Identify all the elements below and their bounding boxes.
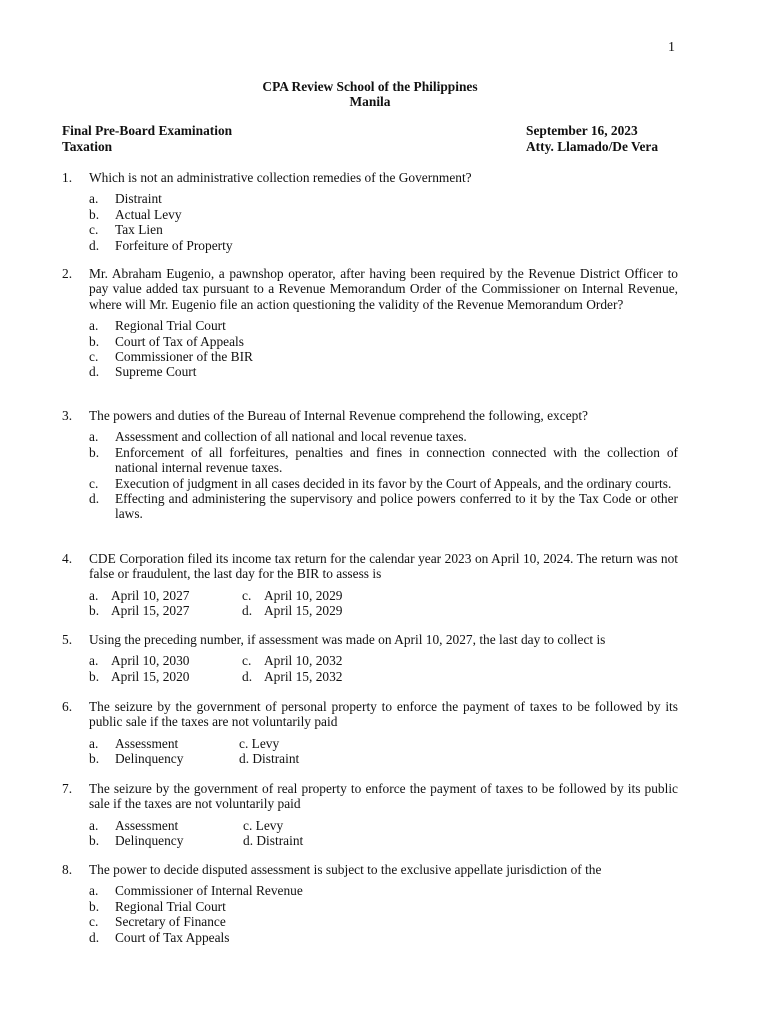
option-row	[89, 818, 678, 833]
option-letter: b.	[89, 751, 100, 767]
option-letter: a.	[89, 429, 99, 445]
question-4	[62, 551, 678, 619]
question-number: 6.	[62, 699, 73, 714]
option-text: Court of Tax Appeals	[115, 929, 230, 945]
option-text: Delinquency	[115, 833, 184, 849]
option-text: d. Distraint	[239, 751, 300, 767]
question-number: 1.	[62, 170, 73, 185]
document-header	[0, 79, 740, 110]
option-text: Assessment and collection of all national and local revenue taxes.	[115, 429, 467, 445]
question-text: The power to decide disputed assessment is subject to the exclusive appellate jurisdiction of the	[89, 862, 602, 877]
option-row	[89, 736, 678, 751]
option	[89, 222, 678, 237]
option-letter: d.	[89, 491, 100, 507]
option-letter: a.	[89, 587, 99, 603]
question-number: 5.	[62, 632, 73, 647]
school-name: CPA Review School of the Philippines	[262, 79, 478, 94]
question-number: 4.	[62, 551, 73, 566]
question-number: 7.	[62, 781, 73, 796]
option-letter: d.	[242, 668, 253, 684]
option-text: c. Levy	[239, 735, 280, 751]
question-number: 8.	[62, 862, 73, 877]
option	[89, 930, 678, 945]
option-text: Secretary of Finance	[115, 914, 226, 930]
question-1	[62, 170, 678, 253]
option-text: April 15, 2020	[111, 668, 190, 684]
school-city: Manila	[349, 94, 391, 110]
option-list	[89, 318, 678, 380]
option-letter: b.	[89, 898, 100, 914]
option-letter: c.	[89, 349, 99, 365]
question-text: The seizure by the government of personal property to enforce the payment of taxes to be followed by its public sale if the taxes are not voluntarily paid	[89, 699, 678, 730]
option-text: April 10, 2030	[111, 653, 190, 669]
option-text: Enforcement of all forfeitures, penalties and fines in connection connected with the collection of national internal revenue taxes.	[115, 444, 678, 476]
option-text: Commissioner of Internal Revenue	[115, 883, 303, 899]
question-3	[62, 408, 678, 522]
option-text: April 15, 2032	[264, 668, 343, 684]
option-list	[89, 191, 678, 253]
question-text: The powers and duties of the Bureau of Internal Revenue comprehend the following, except?	[89, 408, 588, 423]
option	[89, 349, 678, 364]
option-text: d. Distraint	[243, 833, 304, 849]
option	[89, 669, 242, 684]
option-letter: d.	[89, 929, 100, 945]
option-text: Tax Lien	[115, 222, 163, 238]
option-text: Forfeiture of Property	[115, 237, 233, 253]
exam-title: Final Pre-Board Examination	[62, 123, 233, 138]
option	[242, 588, 442, 603]
option-letter: b.	[89, 668, 100, 684]
option-list	[89, 429, 678, 521]
option-letter: c.	[89, 222, 99, 238]
option-letter: c.	[89, 475, 99, 491]
option-grid	[89, 736, 678, 767]
option-letter: b.	[89, 444, 100, 460]
option-letter: d.	[89, 237, 100, 253]
option-row	[89, 833, 678, 848]
option	[89, 914, 678, 929]
option-text: Effecting and administering the supervisory and police powers conferred to it by the Tax Code or other laws.	[115, 491, 678, 522]
option-text: Delinquency	[115, 751, 184, 767]
option	[89, 899, 678, 914]
option	[89, 588, 242, 603]
question-text: Which is not an administrative collection remedies of the Government?	[89, 170, 472, 185]
option-text: Distraint	[115, 191, 162, 207]
question-text: The seizure by the government of real property to enforce the payment of taxes to be followed by its public sale if the taxes are not voluntarily paid	[89, 781, 678, 812]
option-row	[89, 751, 678, 766]
exam-subject: Taxation	[62, 139, 113, 154]
question-7	[62, 781, 678, 849]
option-letter: b.	[89, 333, 100, 349]
exam-instructors: Atty. Llamado/De Vera	[526, 139, 659, 154]
option-text: April 10, 2027	[111, 587, 190, 603]
option-text: c. Levy	[243, 817, 284, 833]
option	[89, 429, 678, 444]
question-number: 3.	[62, 408, 73, 423]
option	[89, 207, 678, 222]
question-number: 2.	[62, 266, 73, 281]
option-letter: a.	[89, 191, 99, 207]
option-letter: a.	[89, 817, 99, 833]
option-letter: b.	[89, 833, 100, 849]
option	[242, 603, 442, 618]
option	[89, 191, 678, 206]
option-text: April 15, 2029	[264, 603, 343, 619]
option	[89, 334, 678, 349]
exam-date: September 16, 2023	[526, 123, 638, 138]
option-text: April 10, 2032	[264, 653, 343, 669]
option	[89, 318, 678, 333]
option-grid	[89, 818, 678, 849]
option	[242, 653, 442, 668]
option	[89, 653, 242, 668]
option-letter: b.	[89, 603, 100, 619]
option-text: Actual Levy	[115, 206, 182, 222]
option-text: Execution of judgment in all cases decided in its favor by the Court of Appeals, and the ordinary courts.	[115, 475, 672, 491]
option-text: Regional Trial Court	[115, 318, 226, 334]
option-text: Assessment	[115, 735, 179, 751]
option-grid	[89, 588, 678, 619]
option-text: April 10, 2029	[264, 587, 343, 603]
option-letter: c.	[89, 914, 99, 930]
option-text: Assessment	[115, 817, 179, 833]
option-letter: a.	[89, 653, 99, 669]
option-letter: d.	[89, 364, 100, 380]
option-text: April 15, 2027	[111, 603, 190, 619]
page-number: 1	[668, 40, 675, 55]
option	[89, 364, 678, 379]
option-text: Regional Trial Court	[115, 898, 226, 914]
option-letter: a.	[89, 883, 99, 899]
option	[89, 238, 678, 253]
option-letter: a.	[89, 735, 99, 751]
option	[242, 669, 442, 684]
question-8	[62, 862, 678, 945]
question-text: Mr. Abraham Eugenio, a pawnshop operator, after having been required by the Revenue District Officer to pay value added tax pursuant to a Revenue Memorandum Order of the Commissioner on Internal Revenue, where will Mr. Eugenio file an action questioning the validity of the Revenue Memorandum Order?	[89, 266, 678, 312]
option-text: Commissioner of the BIR	[115, 349, 253, 365]
option	[89, 476, 678, 491]
option-text: Supreme Court	[115, 364, 197, 380]
question-5	[62, 632, 678, 684]
question-6	[62, 699, 678, 767]
question-text: CDE Corporation filed its income tax return for the calendar year 2023 on April 10, 2024. The return was not false or fraudulent, the last day for the BIR to assess is	[89, 551, 678, 582]
option	[89, 603, 242, 618]
option-list	[89, 883, 678, 945]
option-grid	[89, 653, 678, 684]
option-text: Court of Tax of Appeals	[115, 333, 244, 349]
option	[89, 883, 678, 898]
option-letter: c.	[242, 587, 252, 603]
option	[89, 445, 678, 476]
option-letter: d.	[242, 603, 253, 619]
option-letter: b.	[89, 206, 100, 222]
option-letter: a.	[89, 318, 99, 334]
option-letter: c.	[242, 653, 252, 669]
question-2	[62, 266, 678, 380]
option	[89, 491, 678, 522]
question-text: Using the preceding number, if assessment was made on April 10, 2027, the last day to collect is	[89, 632, 606, 647]
